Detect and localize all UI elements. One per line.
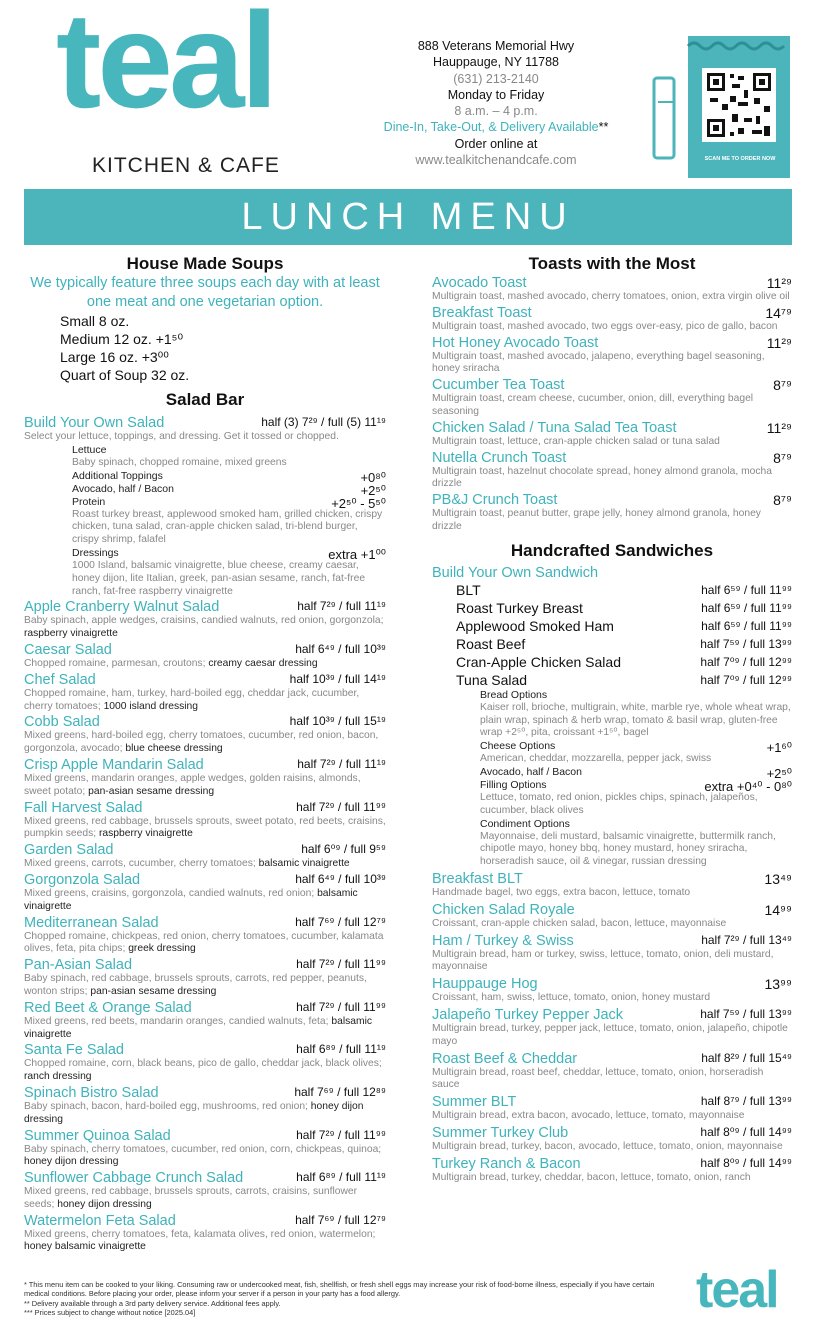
- footer-logo: teal: [696, 1261, 778, 1319]
- item-desc: [432, 887, 792, 900]
- option-label: Bread Options: [480, 688, 548, 701]
- item-dressing: raspberry vinaigrette: [24, 628, 118, 640]
- item-desc-text: Multigrain toast, cream cheese, cucumber, onion, dill, everything bagel seasoning: [432, 393, 754, 417]
- item-desc-text: Multigrain bread, ham or turkey, swiss, lettuce, tomato, onion, deli mustard, mayonnaise: [432, 948, 774, 973]
- item-desc: [24, 773, 386, 799]
- option-group: [432, 740, 792, 766]
- item-price: half 6⁸⁹ / full 11¹⁹: [296, 1170, 386, 1185]
- byo-name: Tuna Salad: [456, 671, 528, 688]
- option-group: [24, 444, 386, 470]
- item-name: Sunflower Cabbage Crunch Salad: [24, 1170, 244, 1187]
- left-column: [24, 254, 386, 1254]
- option-desc: Baby spinach, chopped romaine, mixed greens: [72, 456, 287, 468]
- byo-price: half 6⁵⁹ / full 11⁹⁹: [701, 618, 792, 633]
- item-price: half 10³⁹ / full 14¹⁹: [289, 671, 386, 686]
- item-dressing: raspberry vinaigrette: [99, 828, 193, 840]
- item-dressing: honey balsamic vinaigrette: [24, 1241, 146, 1253]
- item-name: Cobb Salad: [24, 714, 100, 731]
- item-desc: [24, 1016, 386, 1042]
- item-desc: [432, 918, 792, 931]
- sandwich-list: [432, 871, 792, 1185]
- menu-item[interactable]: [24, 915, 386, 957]
- item-desc-text: Multigrain toast, mashed avocado, jalapeno, everything bagel seasoning, honey sriracha: [432, 350, 765, 375]
- menu-item[interactable]: [24, 714, 386, 756]
- footer-note: ** Delivery available through a 3rd party delivery service. Additional fees apply.: [24, 1298, 281, 1308]
- byo-row[interactable]: [432, 617, 792, 635]
- byo-row[interactable]: [432, 599, 792, 617]
- option-price: extra +1⁰⁰: [328, 546, 386, 562]
- item-name: Santa Fe Salad: [24, 1042, 124, 1059]
- hours: 8 a.m. – 4 p.m.: [454, 104, 538, 119]
- item-desc: [432, 291, 792, 304]
- menu-item[interactable]: [432, 902, 792, 931]
- item-name: Pan-Asian Salad: [24, 957, 133, 974]
- option-price: +0⁸⁰: [360, 469, 386, 485]
- item-price: 14⁹⁹: [764, 901, 792, 918]
- website-link[interactable]: www.tealkitchenandcafe.com: [415, 153, 577, 168]
- item-desc: [24, 658, 386, 671]
- option-group: [24, 470, 386, 483]
- soups-note: We typically feature three soups each day with at least one meat and one vegetarian option.: [30, 275, 380, 310]
- toasts-heading: Toasts with the Most: [528, 254, 696, 273]
- byo-sandwich-list: [432, 581, 792, 689]
- item-price: 11²⁹: [766, 419, 792, 436]
- address-line-2: Hauppauge, NY 11788: [432, 55, 560, 70]
- item-desc: [24, 730, 386, 756]
- menu-item[interactable]: [432, 377, 792, 419]
- item-desc-text: Baby spinach, red cabbage, brussels sprouts, carrots, red pepper, peanuts, wonton strips;: [24, 973, 367, 997]
- item-name: Nutella Crunch Toast: [432, 449, 567, 466]
- item-price: half 7²⁹ / full 11¹⁹: [297, 756, 386, 771]
- item-desc-text: Multigrain bread, turkey, pepper jack, lettuce, tomato, onion, jalapeño, chipotle mayo: [432, 1022, 788, 1047]
- menu-item[interactable]: [24, 800, 386, 842]
- logo-subtitle: KITCHEN & CAFE: [92, 154, 280, 177]
- sandwich-options: [432, 689, 792, 869]
- item-desc-text: Mixed greens, red beets, mandarin oranges, candied walnuts, feta;: [24, 1015, 329, 1027]
- item-desc: [24, 931, 386, 957]
- menu-item[interactable]: [24, 757, 386, 799]
- menu-item[interactable]: [432, 1094, 792, 1123]
- item-desc-text: Mixed greens, hard-boiled egg, cherry tomatoes, cucumber, red onion, bacon, gorgonzola, avocado;: [24, 730, 379, 755]
- item-desc: [24, 1058, 386, 1084]
- item-desc-text: Croissant, ham, swiss, lettuce, tomato, onion, honey mustard: [432, 992, 711, 1004]
- option-price: extra +0⁴⁰ - 0⁸⁰: [704, 778, 792, 794]
- item-desc-text: Multigrain toast, hazelnut chocolate spread, honey almond granola, mocha drizzle: [432, 465, 773, 490]
- item-desc: [24, 1229, 386, 1255]
- menu-item[interactable]: [432, 1125, 792, 1154]
- option-price: +2⁵⁰: [766, 765, 792, 781]
- item-desc: [24, 816, 386, 842]
- item-desc: [24, 1101, 386, 1127]
- item-desc: [432, 1023, 792, 1049]
- item-price: 8⁷⁹: [773, 377, 792, 394]
- item-name: Gorgonzola Salad: [24, 871, 141, 888]
- salad-list: [24, 599, 386, 1254]
- item-price: half 7⁵⁹ / full 13⁹⁹: [700, 1006, 792, 1021]
- soup-sizes: [24, 312, 386, 384]
- item-desc-text: Multigrain bread, turkey, bacon, avocado, lettuce, tomato, onion, mayonnaise: [432, 1140, 783, 1152]
- item-desc-text: Multigrain toast, mashed avocado, cherry tomatoes, onion, extra virgin olive oil: [432, 291, 790, 302]
- item-name: PB&J Crunch Toast: [432, 492, 558, 509]
- option-group: [24, 547, 386, 598]
- menu-item[interactable]: [432, 1051, 792, 1093]
- option-label: Additional Toppings: [72, 469, 163, 482]
- item-desc: [24, 1186, 386, 1212]
- byo-salad[interactable]: [24, 415, 386, 444]
- byo-row[interactable]: [432, 671, 792, 689]
- byo-sandwich-title[interactable]: Build Your Own Sandwich: [432, 564, 599, 581]
- byo-price: half 6⁵⁹ / full 11⁹⁹: [701, 600, 792, 615]
- item-dressing: pan-asian sesame dressing: [90, 985, 217, 997]
- item-name: Hot Honey Avocado Toast: [432, 334, 599, 351]
- item-desc-text: Croissant, cran-apple chicken salad, bacon, lettuce, mayonnaise: [432, 917, 727, 929]
- byo-name: Applewood Smoked Ham: [456, 617, 614, 634]
- item-desc-text: Mixed greens, red cabbage, brussels sprouts, sweet potato, red beets, craisins, pumpkin seeds;: [24, 815, 386, 840]
- option-desc: Mayonnaise, deli mustard, balsamic vinaigrette, buttermilk ranch, chipotle mayo, honey bbq, honey mustard, honey sriracha, horseradish sauce, oil & vinegar, russian dressing: [480, 830, 776, 868]
- logo: [56, 0, 336, 186]
- option-price: +2⁵⁰ - 5⁵⁰: [331, 495, 386, 511]
- byo-name: BLT: [456, 581, 481, 598]
- item-price: half 7²⁹ / full 13⁴⁹: [701, 932, 792, 947]
- item-desc: [432, 393, 792, 419]
- menu-item[interactable]: [24, 957, 386, 999]
- item-price: half 8⁷⁹ / full 13⁹⁹: [700, 1094, 792, 1109]
- menu-item[interactable]: [24, 1000, 386, 1042]
- item-name: Hauppauge Hog: [432, 976, 538, 993]
- item-price: half 6⁴⁹ / full 10³⁹: [295, 641, 386, 656]
- item-desc-text: Multigrain toast, peanut butter, grape jelly, honey almond granola, honey drizzle: [432, 508, 761, 532]
- item-name: Spinach Bistro Salad: [24, 1084, 159, 1101]
- footer-note: *** Prices subject to change without notice [2025.04]: [24, 1308, 196, 1318]
- item-desc-text: Multigrain bread, extra bacon, avocado, lettuce, tomato, mayonnaise: [432, 1110, 745, 1122]
- item-name: Fall Harvest Salad: [24, 799, 143, 816]
- salad-bar-heading: Salad Bar: [165, 390, 245, 409]
- item-desc: [432, 1141, 792, 1154]
- item-name: Turkey Ranch & Bacon: [432, 1155, 581, 1172]
- byo-price: half 7⁰⁹ / full 12⁹⁹: [700, 654, 792, 669]
- qr-caption: SCAN ME TO ORDER NOW: [704, 156, 776, 162]
- page-title: LUNCH MENU: [24, 189, 792, 245]
- item-price: half 6⁰⁹ / full 9⁵⁹: [301, 842, 386, 857]
- item-name: Red Beet & Orange Salad: [24, 999, 192, 1016]
- item-name: Ham / Turkey & Swiss: [432, 932, 574, 949]
- item-price: 13⁴⁹: [764, 870, 792, 887]
- item-price: half 8²⁹ / full 15⁴⁹: [701, 1050, 792, 1065]
- menu-item[interactable]: [432, 335, 792, 377]
- option-group: [432, 689, 792, 740]
- item-desc: [432, 1172, 792, 1185]
- logo-wordmark: teal: [56, 0, 275, 136]
- item-price: half 7²⁹ / full 11⁹⁹: [296, 999, 386, 1014]
- menu-item[interactable]: [432, 492, 792, 534]
- item-price: 13⁹⁹: [764, 976, 792, 993]
- address-line-1: 888 Veterans Memorial Hwy: [417, 39, 575, 53]
- menu-item[interactable]: [24, 842, 386, 871]
- byo-name: Roast Beef: [456, 635, 526, 652]
- option-desc: Lettuce, tomato, red onion, pickles chips, spinach, jalapeños, cucumber, black olives: [480, 791, 758, 816]
- menu-item[interactable]: [24, 1170, 386, 1212]
- item-desc: [24, 888, 386, 914]
- item-name: Chicken Salad / Tuna Salad Tea Toast: [432, 419, 677, 436]
- item-price: half 8⁰⁹ / full 14⁹⁹: [700, 1155, 792, 1170]
- sandwiches-heading: Handcrafted Sandwiches: [510, 540, 714, 560]
- option-price: +1⁶⁰: [766, 740, 792, 756]
- soups-heading: House Made Soups: [126, 254, 284, 273]
- item-price: half 7⁶⁹ / full 12⁷⁹: [295, 1212, 386, 1227]
- option-label: Dressings: [72, 546, 119, 559]
- item-name: Crisp Apple Mandarin Salad: [24, 756, 204, 773]
- byo-row[interactable]: [432, 635, 792, 653]
- option-label: Avocado, half / Bacon: [72, 482, 174, 495]
- toast-list: [432, 275, 792, 534]
- item-desc: [24, 615, 386, 641]
- item-price: half 8⁰⁹ / full 14⁹⁹: [700, 1124, 792, 1139]
- item-dressing: blue cheese dressing: [125, 743, 223, 755]
- item-price: half 6⁴⁹ / full 10³⁹: [295, 871, 386, 886]
- byo-row[interactable]: [432, 653, 792, 671]
- item-desc: [432, 436, 792, 449]
- option-label: Protein: [72, 495, 106, 508]
- byo-name: Cran-Apple Chicken Salad: [456, 653, 621, 670]
- item-desc-text: Baby spinach, apple wedges, craisins, candied walnuts, red onion, gorgonzola;: [24, 615, 384, 627]
- item-desc: [24, 688, 386, 714]
- item-desc-text: Chopped romaine, corn, black beans, pico de gallo, cheddar jack, black olives;: [24, 1058, 382, 1070]
- item-price: half 7²⁹ / full 11⁹⁹: [296, 957, 386, 972]
- services-mark: **: [598, 120, 609, 135]
- item-price: 11²⁹: [766, 334, 792, 351]
- item-desc: [24, 1144, 386, 1170]
- menu-item[interactable]: [432, 1007, 792, 1049]
- item-desc-text: Multigrain toast, lettuce, cran-apple chicken salad or tuna salad: [432, 435, 720, 447]
- item-desc: [24, 973, 386, 999]
- item-name: Garden Salad: [24, 842, 114, 859]
- item-price: half 7²⁹ / full 11⁹⁹: [296, 799, 386, 814]
- item-price: half 7²⁹ / full 11⁹⁹: [296, 1127, 386, 1142]
- byo-price: half 6⁵⁹ / full 11⁹⁹: [701, 582, 792, 597]
- item-price: 14⁷⁹: [765, 304, 792, 321]
- footer-notes: [24, 1280, 674, 1318]
- option-label: Lettuce: [72, 443, 107, 456]
- option-desc: Kaiser roll, brioche, multigrain, white, marble rye, whole wheat wrap, plain wrap, spinach & herb wrap, tomato & basil wrap, gluten-free wrap +2⁵⁰, pita, croissant +1⁵⁰, bagel: [480, 701, 791, 739]
- item-dressing: honey dijon dressing: [24, 1156, 119, 1168]
- item-price: half 7⁶⁹ / full 12⁷⁹: [295, 914, 386, 929]
- item-dressing: creamy caesar dressing: [208, 657, 318, 669]
- menu-item[interactable]: [432, 450, 792, 492]
- item-desc: [432, 466, 792, 492]
- footer-note: * This menu item can be cooked to your liking. Consuming raw or undercooked meat, fish, shellfish, or fresh shell eggs may increase your risk of food-borne illness, especially if you have certain medical conditions. Before placing your order, please inform your server if a person in your party has a food allergy.: [24, 1280, 655, 1299]
- item-name: Jalapeño Turkey Pepper Jack: [432, 1006, 624, 1023]
- item-price: half 6⁸⁹ / full 11¹⁹: [296, 1042, 386, 1057]
- salad-options: [24, 444, 386, 599]
- option-group: [24, 483, 386, 496]
- option-group: [24, 496, 386, 547]
- item-dressing: balsamic vinaigrette: [24, 887, 358, 912]
- option-label: Cheese Options: [480, 740, 556, 753]
- item-desc-text: Chopped romaine, parmesan, croutons;: [24, 657, 206, 669]
- item-dressing: honey dijon dressing: [24, 1100, 364, 1125]
- days: Monday to Friday: [447, 87, 545, 102]
- soup-size: Quart of Soup 32 oz.: [60, 367, 190, 383]
- item-dressing: 1000 island dressing: [103, 700, 199, 712]
- item-desc: [432, 1110, 792, 1123]
- item-desc-text: Mixed greens, red cabbage, brussels sprouts, carrots, craisins, sunflower seeds;: [24, 1186, 358, 1210]
- item-name: Chef Salad: [24, 671, 96, 688]
- menu-item[interactable]: [24, 1042, 386, 1084]
- item-desc: [432, 508, 792, 534]
- menu-item[interactable]: [432, 871, 792, 900]
- item-desc-text: Baby spinach, cherry tomatoes, cucumber, red onion, corn, chickpeas, quinoa;: [24, 1143, 382, 1155]
- item-name: Build Your Own Salad: [24, 415, 165, 431]
- soup-size: Large 16 oz. +3⁰⁰: [60, 349, 169, 365]
- item-name: Mediterranean Salad: [24, 914, 159, 931]
- item-name: Breakfast BLT: [432, 870, 523, 887]
- item-dressing: honey dijon dressing: [57, 1198, 152, 1210]
- option-label: Avocado, half / Bacon: [480, 765, 582, 778]
- item-desc: [432, 1067, 792, 1093]
- menu-item[interactable]: [24, 872, 386, 914]
- qr-cup-graphic: [652, 32, 792, 182]
- option-price: +2⁵⁰: [360, 482, 386, 498]
- byo-row[interactable]: [432, 581, 792, 599]
- phone[interactable]: (631) 213-2140: [453, 71, 539, 86]
- item-desc: [432, 949, 792, 975]
- byo-price: half 7⁰⁹ / full 12⁹⁹: [700, 672, 792, 687]
- item-name: Summer Quinoa Salad: [24, 1127, 171, 1144]
- item-name: Roast Beef & Cheddar: [432, 1050, 578, 1067]
- menu-item[interactable]: [432, 420, 792, 449]
- byo-price: half 7⁵⁹ / full 13⁹⁹: [700, 636, 792, 651]
- item-name: Cucumber Tea Toast: [432, 377, 565, 394]
- item-price: half (3) 7²⁹ / full (5) 11¹⁹: [261, 415, 386, 429]
- option-group: [432, 766, 792, 779]
- item-name: Breakfast Toast: [432, 304, 532, 321]
- option-label: Condiment Options: [480, 817, 570, 830]
- menu-item[interactable]: [432, 1156, 792, 1185]
- services: Dine-In, Take-Out, & Delivery Available: [383, 120, 599, 135]
- item-desc: [432, 992, 792, 1005]
- byo-name: Roast Turkey Breast: [456, 599, 583, 616]
- menu-item[interactable]: [432, 275, 792, 304]
- item-price: 8⁷⁹: [773, 449, 792, 466]
- item-desc-text: Multigrain bread, turkey, cheddar, bacon, lettuce, tomato, onion, ranch: [432, 1171, 751, 1183]
- menu-item[interactable]: [432, 933, 792, 975]
- contact-info: [356, 38, 636, 168]
- soup-size: Medium 12 oz. +1⁵⁰: [60, 331, 184, 347]
- right-column: [432, 254, 792, 1185]
- menu-item[interactable]: [24, 1085, 386, 1127]
- item-desc: [432, 351, 792, 377]
- item-price: half 10³⁹ / full 15¹⁹: [289, 714, 386, 729]
- item-dressing: pan-asian sesame dressing: [88, 785, 215, 797]
- option-desc: American, cheddar, mozzarella, pepper jack, swiss: [480, 753, 712, 765]
- item-name: Summer BLT: [432, 1094, 517, 1111]
- item-desc: [24, 858, 386, 871]
- item-desc-text: Mixed greens, carrots, cucumber, cherry tomatoes;: [24, 858, 256, 870]
- option-label: Filling Options: [480, 778, 547, 791]
- item-desc: Select your lettuce, toppings, and dressing. Get it tossed or chopped.: [24, 431, 339, 442]
- item-desc-text: Chopped romaine, chickpeas, red onion, cherry tomatoes, cucumber, kalamata olives, feta, pita chips;: [24, 930, 384, 955]
- item-desc: [432, 321, 792, 334]
- menu-item[interactable]: [24, 1128, 386, 1170]
- option-desc: 1000 Island, balsamic vinaigrette, blue cheese, creamy caesar, honey dijon, lite Italian, greek, pan-asian sesame, ranch, fat-free ranch, fat-free raspberry vinaigrette: [72, 559, 366, 597]
- item-desc-text: Multigrain toast, mashed avocado, two eggs over-easy, pico de gallo, bacon: [432, 320, 778, 332]
- item-name: Chicken Salad Royale: [432, 901, 575, 918]
- item-desc-text: Handmade bagel, two eggs, extra bacon, lettuce, tomato: [432, 886, 691, 898]
- soup-size: Small 8 oz.: [60, 313, 130, 329]
- item-dressing: balsamic vinaigrette: [24, 1015, 373, 1040]
- item-dressing: greek dressing: [128, 943, 196, 955]
- item-dressing: ranch dressing: [24, 1071, 92, 1083]
- item-name: Watermelon Feta Salad: [24, 1212, 176, 1229]
- item-name: Summer Turkey Club: [432, 1124, 569, 1141]
- menu-item[interactable]: [432, 305, 792, 334]
- option-group: [432, 779, 792, 818]
- item-desc-text: Baby spinach, bacon, hard-boiled egg, mushrooms, red onion;: [24, 1100, 308, 1112]
- item-desc-text: Mixed greens, mandarin oranges, apple wedges, golden raisins, almonds, sweet potato;: [24, 772, 361, 797]
- order-line: Order online at: [454, 136, 538, 151]
- item-dressing: balsamic vinaigrette: [258, 858, 350, 870]
- option-desc: Roast turkey breast, applewood smoked ham, grilled chicken, crispy chicken, tuna salad, cran-apple chicken salad, tri-blend burger, crispy shrimp, falafel: [72, 508, 383, 546]
- option-group: [432, 818, 792, 869]
- item-desc-text: Mixed greens, cherry tomatoes, feta, kalamata olives, red onion, watermelon;: [24, 1228, 376, 1240]
- item-name: Caesar Salad: [24, 641, 112, 658]
- menu-item[interactable]: [432, 976, 792, 1005]
- menu-item[interactable]: [24, 642, 386, 671]
- item-name: Apple Cranberry Walnut Salad: [24, 599, 220, 616]
- menu-item[interactable]: [24, 1213, 386, 1255]
- item-price: 8⁷⁹: [773, 492, 792, 509]
- item-desc-text: Mixed greens, craisins, gorgonzola, candied walnuts, red onion;: [24, 887, 315, 899]
- item-price: half 7⁶⁹ / full 12⁸⁹: [294, 1084, 386, 1099]
- item-price: 11²⁹: [766, 275, 792, 291]
- item-desc-text: Chopped romaine, ham, turkey, hard-boiled egg, cheddar jack, cucumber, cherry tomatoes;: [24, 687, 360, 712]
- menu-item[interactable]: [24, 672, 386, 714]
- menu-item[interactable]: [24, 599, 386, 641]
- item-desc-text: Multigrain bread, roast beef, cheddar, lettuce, tomato, onion, horseradish sauce: [432, 1066, 764, 1091]
- item-price: half 7²⁹ / full 11¹⁹: [297, 599, 386, 614]
- item-name: Avocado Toast: [432, 275, 527, 291]
